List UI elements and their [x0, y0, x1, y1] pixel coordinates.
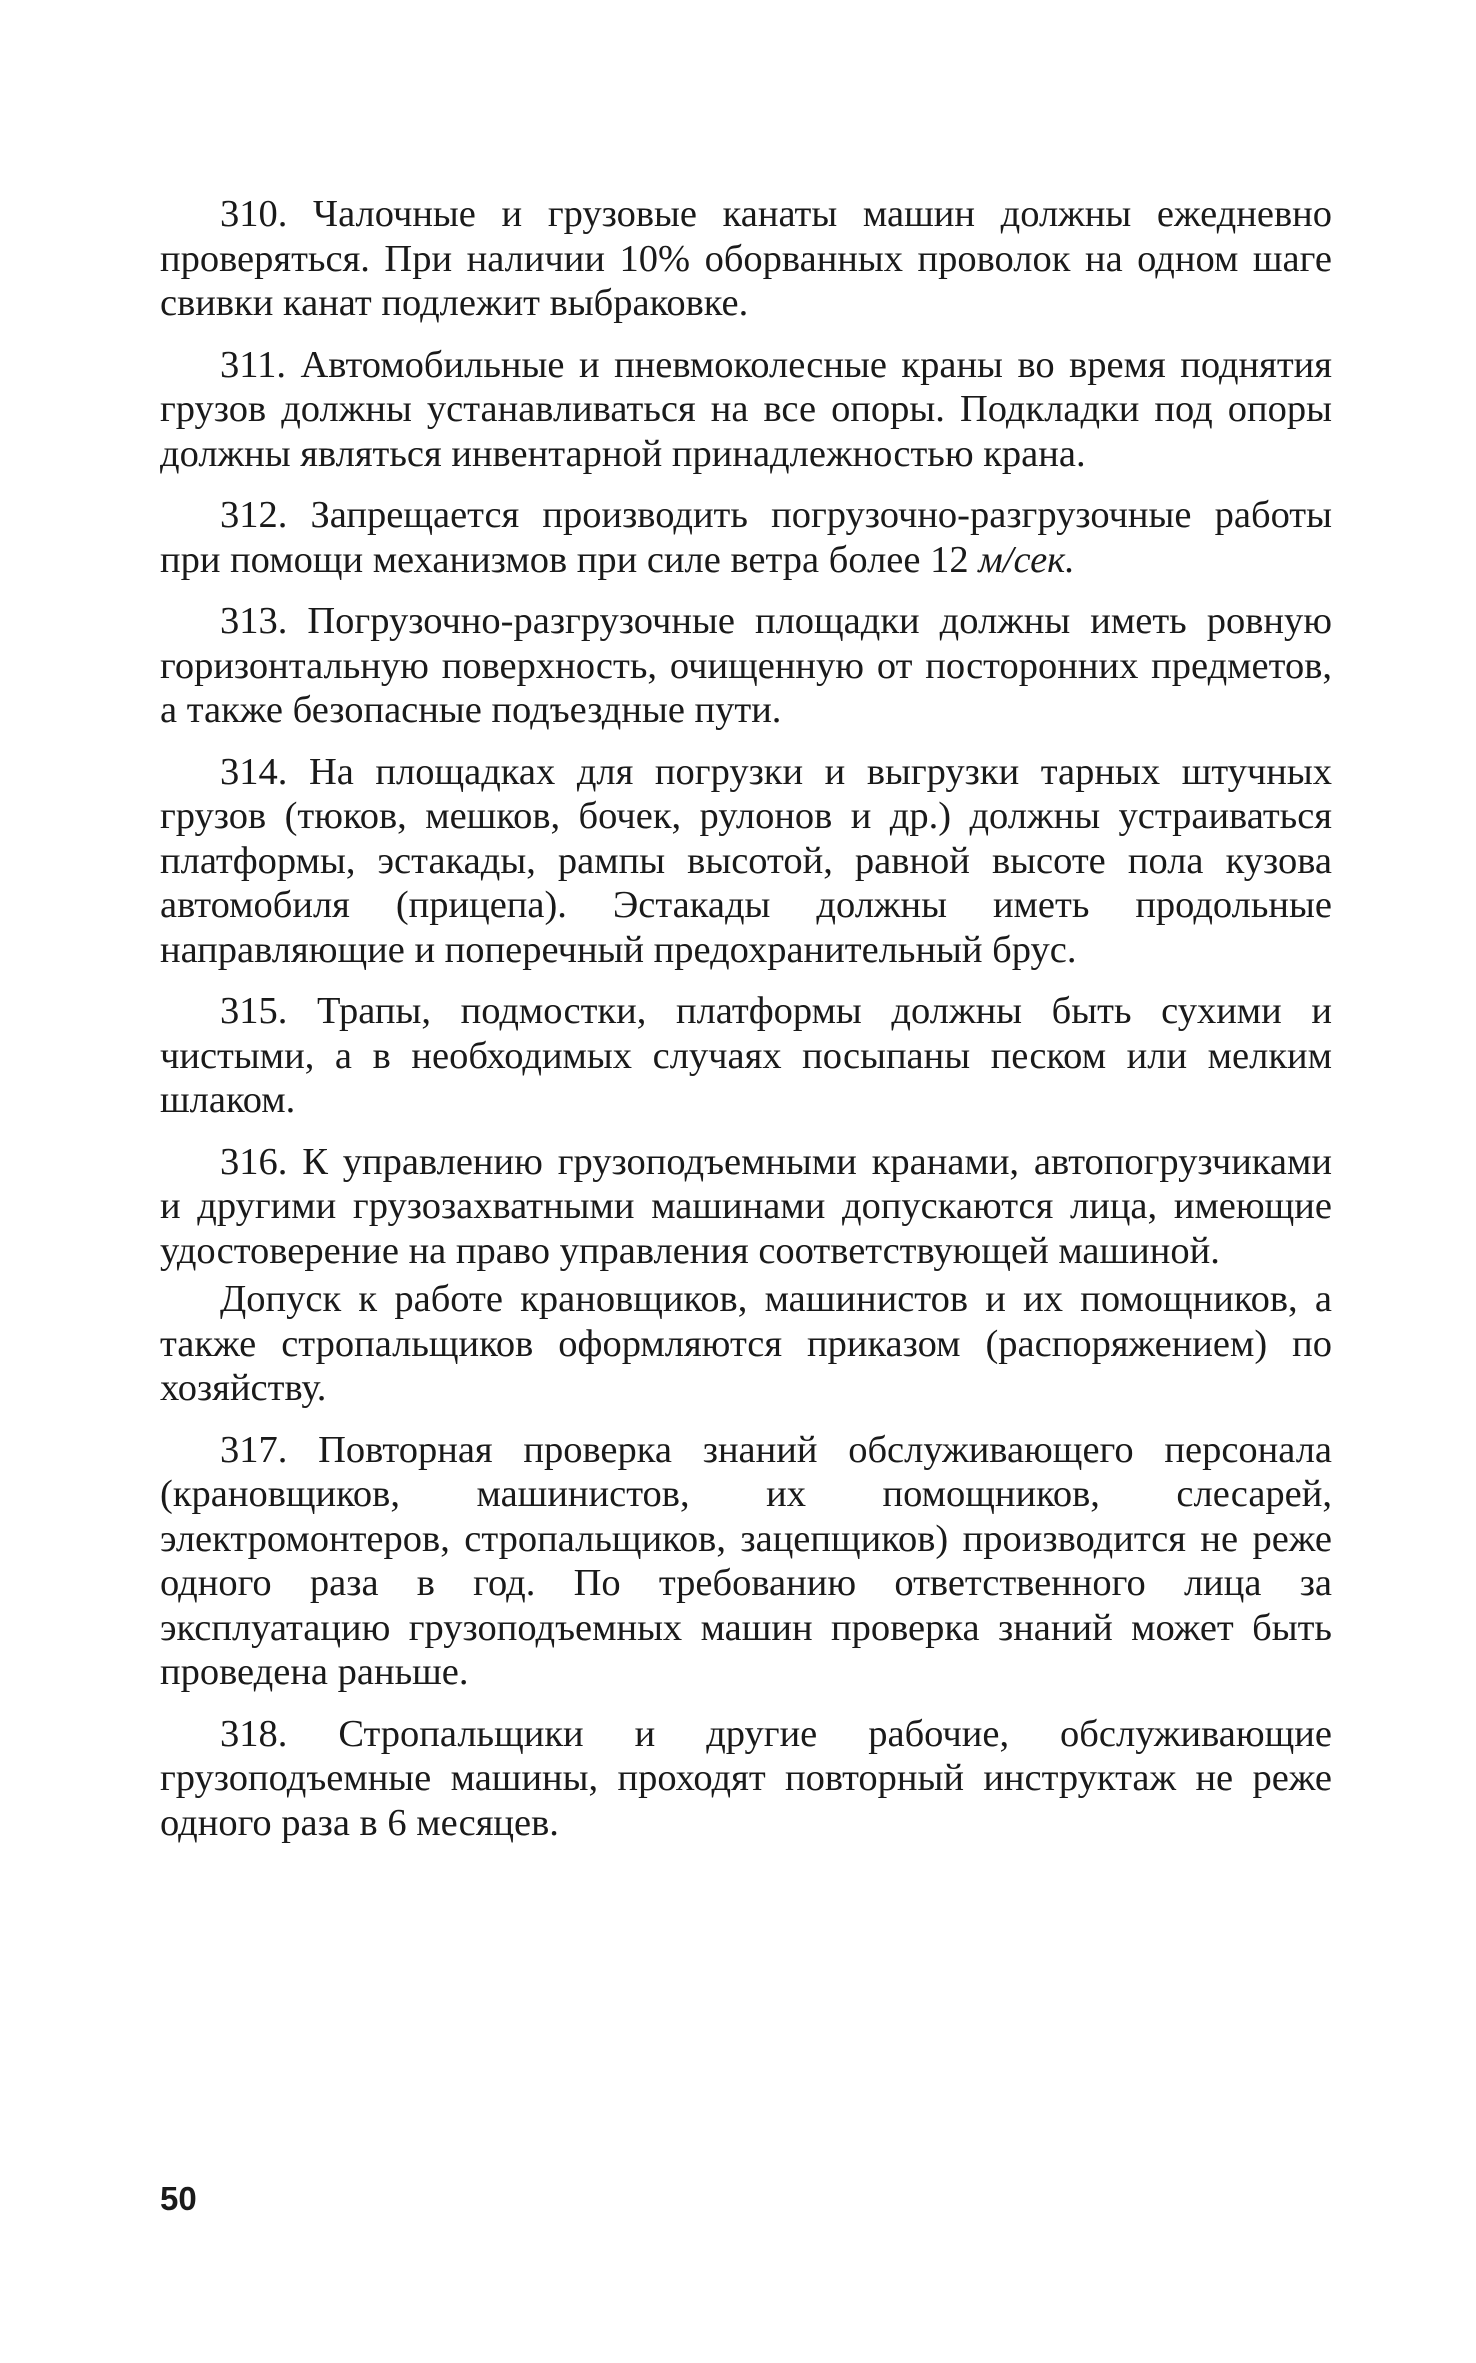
paragraph-316: 316. К управлению грузоподъемными кранами, автопогрузчиками и другими грузозахватными машинами допускаются лица, имеющие удостоверение на право управления соответствующей машиной. [160, 1140, 1332, 1272]
paragraph-312-text: 312. Запрещается производить погрузочно-разгрузочные работы при помощи механизмов при силе ветра более 12 [160, 494, 1332, 581]
paragraph-315: 315. Трапы, подмостки, платформы должны быть сухими и чистыми, а в необходимых случаях посыпаны песком или мелким шлаком. [160, 990, 1332, 1121]
paragraph-312 [160, 493, 1332, 582]
paragraph-317: 317. Повторная проверка знаний обслуживающего персонала (крановщиков, машинистов, их помощников, слесарей, электромонтеров, стропальщиков, зацепщиков) производится не реже одного раза в год. По требованию ответственного лица за эксплуатацию грузоподъемных машин проверка знаний может быть проведена раньше. [160, 1428, 1332, 1693]
paragraph-314: 314. На площадках для погрузки и выгрузки тарных штучных грузов (тюков, мешков, бочек, рулонов и др.) должны устраиваться платформы, эстакады, рампы высотой, равной высоте пола кузова автомобиля (прицепа). Эстакады должны иметь продольные направляющие и поперечный предохранительный брус. [160, 750, 1332, 971]
paragraph-318: 318. Стропальщики и другие рабочие, обслуживающие грузоподъемные машины, проходят повторный инструктаж не реже одного раза в 6 месяцев. [160, 1712, 1332, 1844]
paragraph-311: 311. Автомобильные и пневмоколесные краны во время поднятия грузов должны устанавливаться на все опоры. Подкладки под опоры должны являться инвентарной принадлежностью крана. [160, 343, 1332, 475]
paragraph-313: 313. Погрузочно-разгрузочные площадки должны иметь ровную горизонтальную поверхность, очищенную от посторонних предметов, а также безопасные подъездные пути. [160, 600, 1332, 731]
paragraph-316-continued: Допуск к работе крановщиков, машинистов и их помощников, а также стропальщиков оформляются приказом (распоряжением) по хозяйству. [160, 1278, 1332, 1409]
paragraph-310: 310. Чалочные и грузовые канаты машин должны ежедневно проверяться. При наличии 10% оборванных проволок на одном шаге свивки канат подлежит выбраковке. [160, 193, 1332, 324]
page-body [160, 192, 1332, 1845]
wind-speed-unit: м/сек. [978, 538, 1075, 581]
page-number: 50 [160, 2180, 197, 2217]
